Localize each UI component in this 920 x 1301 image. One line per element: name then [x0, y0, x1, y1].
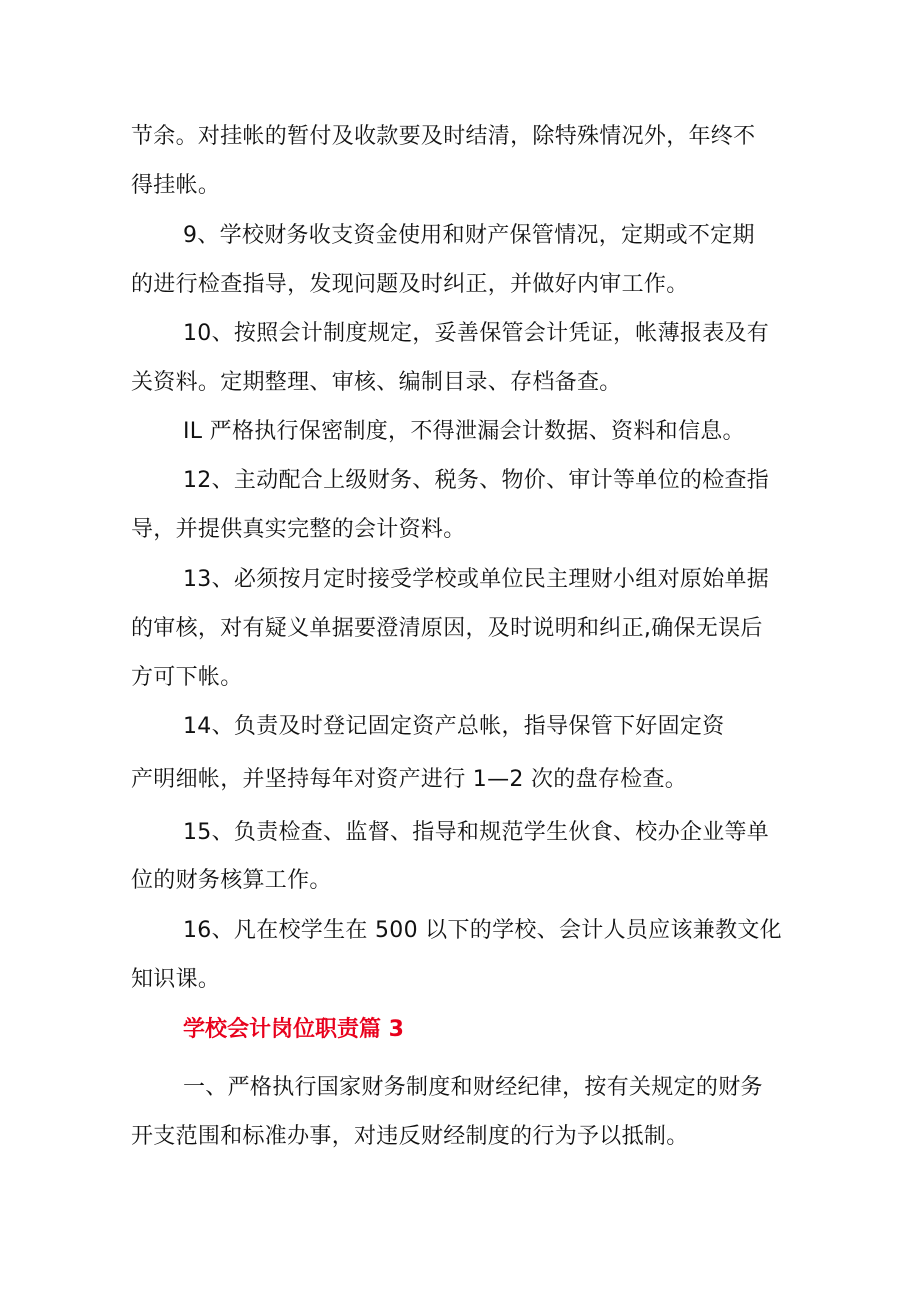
- text-line: 的进行检查指导，发现问题及时纠正，并做好内审工作。: [131, 272, 689, 297]
- text-line: 关资料。定期整理、审核、编制目录、存档备查。: [131, 370, 622, 395]
- text-line: 产明细帐，并坚持每年对资产进行 1—2 次的盘存检查。: [131, 767, 688, 792]
- paragraph-start: 13、必须按月定时接受学校或单位民主理财小组对原始单据: [183, 567, 770, 592]
- paragraph-start: 14、负责及时登记固定资产总帐，指导保管下好固定资: [183, 714, 725, 739]
- paragraph-start: 15、负责检查、监督、指导和规范学生伙食、校办企业等单: [183, 820, 770, 845]
- text-line: 知识课。: [131, 967, 221, 992]
- text-line: 导，并提供真实完整的会计资料。: [131, 517, 466, 542]
- paragraph-start: 12、主动配合上级财务、税务、物价、审计等单位的检查指: [183, 468, 770, 493]
- text-line: 位的财务核算工作。: [131, 868, 332, 893]
- paragraph-start: 一、严格执行国家财务制度和财经纪律，按有关规定的财务: [183, 1075, 763, 1100]
- paragraph-start: 9、学校财务收支资金使用和财产保管情况，定期或不定期: [183, 223, 755, 248]
- text-line: 得挂帐。: [131, 173, 221, 198]
- paragraph-start: 16、凡在校学生在 500 以下的学校、会计人员应该兼教文化: [183, 918, 782, 943]
- paragraph-start: 10、按照会计制度规定，妥善保管会计凭证，帐薄报表及有: [183, 321, 770, 346]
- paragraph-start: IL 严格执行保密制度，不得泄漏会计数据、资料和信息。: [183, 419, 745, 444]
- text-line: 方可下帐。: [131, 665, 243, 690]
- text-line: 的审核，对有疑义单据要澄清原因，及时说明和纠正,确保无误后: [131, 616, 763, 641]
- section-heading: 学校会计岗位职责篇 3: [183, 1017, 404, 1042]
- text-line: 节余。对挂帐的暂付及收款要及时结清，除特殊情况外，年终不: [131, 124, 756, 149]
- text-line: 开支范围和标准办事，对违反财经制度的行为予以抵制。: [131, 1124, 689, 1149]
